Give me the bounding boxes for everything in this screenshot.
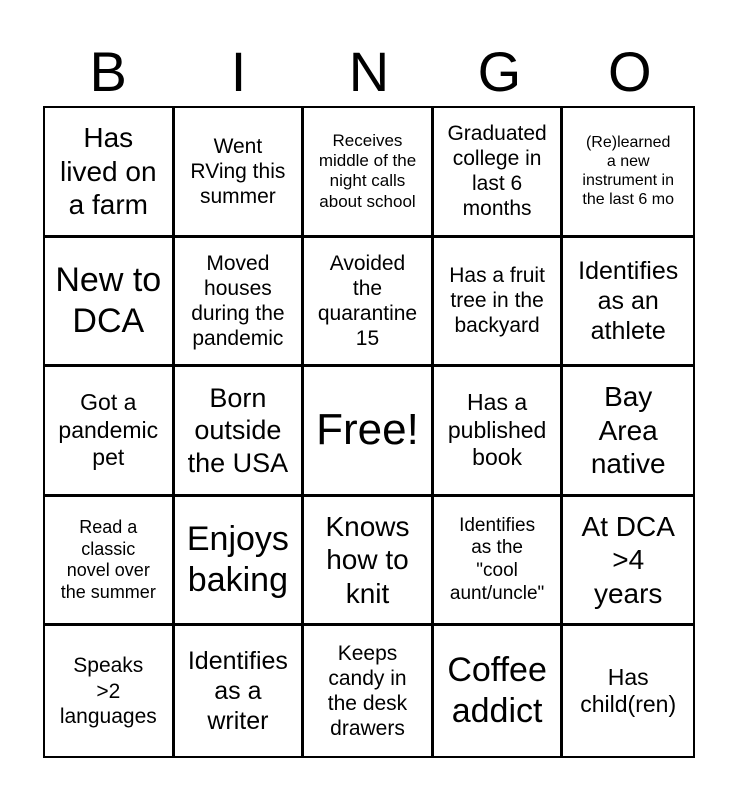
- bingo-header: [43, 40, 695, 104]
- bingo-cell[interactable]: Got a pandemic pet: [45, 367, 175, 497]
- bingo-cell[interactable]: Has a fruit tree in the backyard: [434, 238, 564, 368]
- header-letter-b: B: [89, 40, 127, 103]
- bingo-cell[interactable]: At DCA >4 years: [563, 497, 693, 627]
- bingo-cell[interactable]: Bay Area native: [563, 367, 693, 497]
- bingo-cell[interactable]: Has child(ren): [580, 663, 677, 718]
- bingo-cell[interactable]: Keeps candy in the desk drawers: [304, 626, 434, 756]
- bingo-cell[interactable]: Has a published book: [434, 367, 564, 497]
- bingo-cell[interactable]: Receives middle of the night calls about school: [304, 108, 434, 238]
- bingo-cell[interactable]: Identifies as an athlete: [563, 238, 693, 368]
- bingo-cell[interactable]: Coffee addict: [434, 626, 564, 756]
- bingo-cell[interactable]: New to DCA: [45, 238, 175, 368]
- bingo-cell[interactable]: Avoided the quarantine 15: [304, 238, 434, 368]
- header-letter-o: O: [607, 40, 652, 103]
- bingo-cell[interactable]: Knows how to knit: [304, 497, 434, 627]
- header-letter-i: I: [230, 40, 247, 103]
- header-letter-n: N: [348, 40, 390, 103]
- free-space-cell[interactable]: Free!: [304, 367, 434, 497]
- header-letter-g: G: [477, 40, 522, 103]
- bingo-cell[interactable]: Read a classic novel over the summer: [45, 497, 175, 627]
- bingo-cell[interactable]: Born outside the USA: [175, 367, 305, 497]
- bingo-cell[interactable]: (Re)learned a new instrument in the last 6 mo: [563, 108, 693, 238]
- bingo-cell[interactable]: Identifies as a writer: [175, 626, 305, 756]
- bingo-cell[interactable]: Graduated college in last 6 months: [434, 108, 564, 238]
- bingo-cell[interactable]: Speaks >2 languages: [45, 626, 175, 756]
- bingo-cell[interactable]: Has lived on a farm: [45, 108, 175, 238]
- bingo-cell[interactable]: Went RVing this summer: [175, 108, 305, 238]
- bingo-card: [43, 106, 695, 758]
- bingo-cell[interactable]: Moved houses during the pandemic: [175, 238, 305, 368]
- bingo-cell[interactable]: Enjoys baking: [175, 497, 305, 627]
- bingo-cell[interactable]: Identifies as the "cool aunt/uncle": [434, 497, 564, 627]
